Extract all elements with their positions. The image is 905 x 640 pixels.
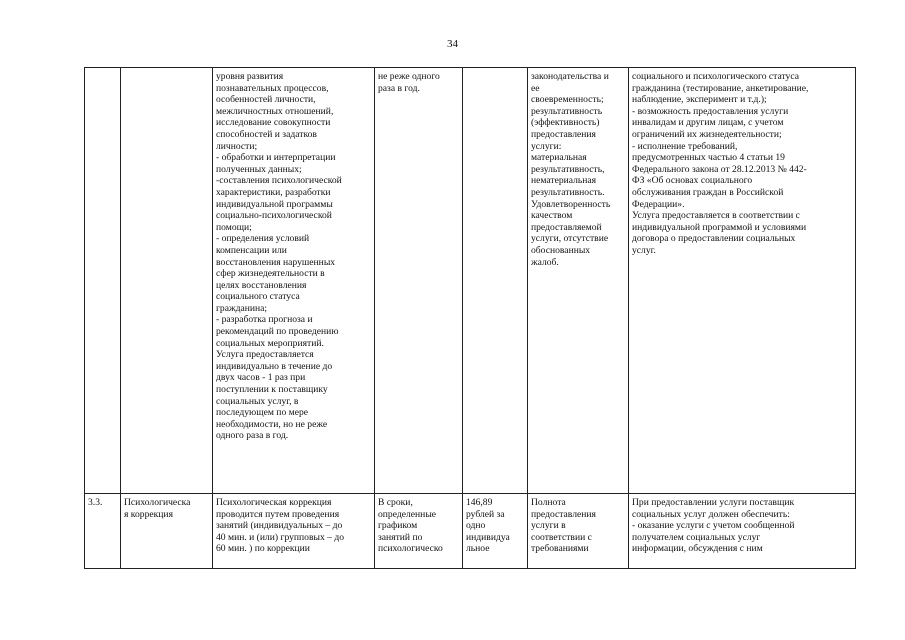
text-line: последующем по мере bbox=[216, 407, 309, 419]
text-line: предоставляемой bbox=[531, 221, 602, 233]
text-line: познавательных процессов, bbox=[216, 82, 329, 94]
text-line: услуг. bbox=[632, 244, 656, 256]
text-line: результативность. bbox=[531, 186, 605, 198]
text-line: восстановления нарушенных bbox=[216, 256, 336, 268]
text-line: занятий по bbox=[378, 531, 423, 543]
text-line: - исполнение требований, bbox=[632, 140, 738, 152]
text-line: предоставления bbox=[531, 508, 596, 520]
text-line: -составления психологической bbox=[216, 175, 342, 187]
text-line: рублей за bbox=[466, 508, 505, 520]
text-line: предоставления bbox=[531, 128, 596, 140]
text-line: предусмотренных частью 4 статьи 19 bbox=[632, 152, 785, 164]
text-line: двух часов - 1 раз при bbox=[216, 372, 306, 384]
text-line: соответствии с bbox=[531, 531, 592, 543]
cell-description bbox=[213, 494, 375, 569]
text-line: - оказание услуги с учетом сообщенной bbox=[632, 520, 795, 532]
cell-conditions bbox=[629, 68, 856, 494]
text-line: льное bbox=[466, 543, 490, 555]
text-line: раза в год. bbox=[378, 82, 420, 94]
cell-number: 3.3. bbox=[85, 494, 121, 569]
text-line: компенсации или bbox=[216, 244, 287, 256]
table-row bbox=[85, 494, 856, 569]
text-line: Услуга предоставляется bbox=[216, 349, 314, 361]
text-line: социальных мероприятий. bbox=[216, 337, 324, 349]
text-line: индивидуальной программы bbox=[216, 198, 333, 210]
text-line: своевременность; bbox=[531, 94, 604, 106]
cell-description bbox=[213, 68, 375, 494]
cell-service-name bbox=[121, 68, 213, 494]
text-line: способностей и задатков bbox=[216, 128, 317, 140]
text-line: услуги, отсутствие bbox=[531, 233, 609, 245]
text-line: Психологическа bbox=[124, 497, 191, 508]
text-line: психологическо bbox=[378, 543, 443, 555]
text-line: социально-психологической bbox=[216, 210, 332, 222]
text-line: гражданина (тестирование, анкетирование, bbox=[632, 82, 809, 94]
text-line: целях восстановления bbox=[216, 279, 307, 291]
text-line: ФЗ «Об основах социального bbox=[632, 175, 753, 187]
text-line: качеством bbox=[531, 210, 573, 222]
text-line: необходимости, но не реже bbox=[216, 418, 328, 430]
text-line: 146,89 bbox=[466, 497, 493, 508]
text-line: я коррекция bbox=[124, 508, 173, 520]
text-line: обоснованных bbox=[531, 244, 591, 256]
text-line: требованиями bbox=[531, 543, 589, 555]
text-line: ограничений их жизнедеятельности; bbox=[632, 128, 782, 140]
cell-number bbox=[85, 68, 121, 494]
text-line: межличностных отношений, bbox=[216, 105, 334, 117]
text-line: инвалидам и другим лицам, с учетом bbox=[632, 117, 784, 129]
text-line: получателем социальных услуг bbox=[632, 531, 761, 543]
cell-timing bbox=[375, 68, 463, 494]
text-line: Услуга предоставляется в соответствии с bbox=[632, 210, 800, 222]
text-line: Удовлетворенность bbox=[531, 198, 611, 210]
text-line: графиком bbox=[378, 520, 418, 532]
text-line: ее bbox=[531, 82, 540, 94]
text-line: Полнота bbox=[531, 497, 566, 508]
cell-price bbox=[463, 68, 528, 494]
text-line: одно bbox=[466, 520, 486, 532]
text-line: уровня развития bbox=[216, 71, 284, 82]
text-line: гражданина; bbox=[216, 302, 268, 314]
text-line: полученных данных; bbox=[216, 163, 302, 175]
text-line: определенные bbox=[378, 508, 437, 520]
text-line: законодательства и bbox=[531, 71, 609, 82]
text-line: помощи; bbox=[216, 221, 252, 233]
text-line: услуги в bbox=[531, 520, 566, 532]
text-line: индивидуа bbox=[466, 531, 510, 543]
text-line: - определения условий bbox=[216, 233, 310, 245]
text-line: особенностей личности, bbox=[216, 94, 316, 106]
text-line: сфер жизнедеятельности в bbox=[216, 268, 325, 280]
cell-indicators bbox=[528, 494, 629, 569]
text-line: одного раза в год. bbox=[216, 430, 289, 442]
text-line: договора о предоставлении социальных bbox=[632, 233, 796, 245]
text-line: информации, обсуждения с ним bbox=[632, 543, 763, 555]
text-line: При предоставлении услуги поставщик bbox=[632, 497, 795, 508]
text-line: жалоб. bbox=[531, 256, 559, 268]
text-line: 40 мин. и (или) групповых – до bbox=[216, 531, 345, 543]
cell-service-name bbox=[121, 494, 213, 569]
cell-indicators bbox=[528, 68, 629, 494]
cell-price bbox=[463, 494, 528, 569]
text-line: исследование совокупности bbox=[216, 117, 331, 129]
page-number: 34 bbox=[447, 38, 458, 50]
text-line: не реже одного bbox=[378, 71, 440, 82]
text-line: услуги: bbox=[531, 140, 562, 152]
table-row bbox=[85, 68, 856, 494]
text-line: - разработка прогноза и bbox=[216, 314, 313, 326]
text-line: нематериальная bbox=[531, 175, 597, 187]
text-line: характеристики, разработки bbox=[216, 186, 331, 198]
text-line: результативность bbox=[531, 105, 603, 117]
text-line: проводится путем проведения bbox=[216, 508, 340, 520]
text-line: Федерации». bbox=[632, 198, 685, 210]
text-line: результативность, bbox=[531, 163, 605, 175]
text-line: социальных услуг, в bbox=[216, 395, 299, 407]
text-line: Психологическая коррекция bbox=[216, 497, 332, 508]
text-line: материальная bbox=[531, 152, 587, 164]
text-line: - обработки и интерпретации bbox=[216, 152, 336, 164]
cell-conditions bbox=[629, 494, 856, 569]
text-line: социальных услуг должен обеспечить: bbox=[632, 508, 790, 520]
text-line: наблюдение, эксперимент и т.д.); bbox=[632, 94, 767, 106]
text-line: социального статуса bbox=[216, 291, 300, 303]
text-line: индивидуальной программой и условиями bbox=[632, 221, 807, 233]
text-line: обслуживания граждан в Российской bbox=[632, 186, 784, 198]
text-line: (эффективность) bbox=[531, 117, 600, 129]
text-line: поступлении к поставщику bbox=[216, 384, 328, 396]
text-line: социального и психологического статуса bbox=[632, 71, 799, 82]
text-line: В сроки, bbox=[378, 497, 413, 508]
text-line: Федерального закона от 28.12.2013 № 442- bbox=[632, 163, 807, 175]
text-line: индивидуально в течение до bbox=[216, 360, 333, 372]
text-line: занятий (индивидуальных – до bbox=[216, 520, 343, 532]
text-line: - возможность предоставления услуги bbox=[632, 105, 789, 117]
text-line: личности; bbox=[216, 140, 258, 152]
text-line: рекомендаций по проведению bbox=[216, 326, 339, 338]
services-table bbox=[84, 67, 856, 569]
text-line: 60 мин. ) по коррекции bbox=[216, 543, 310, 555]
cell-timing bbox=[375, 494, 463, 569]
